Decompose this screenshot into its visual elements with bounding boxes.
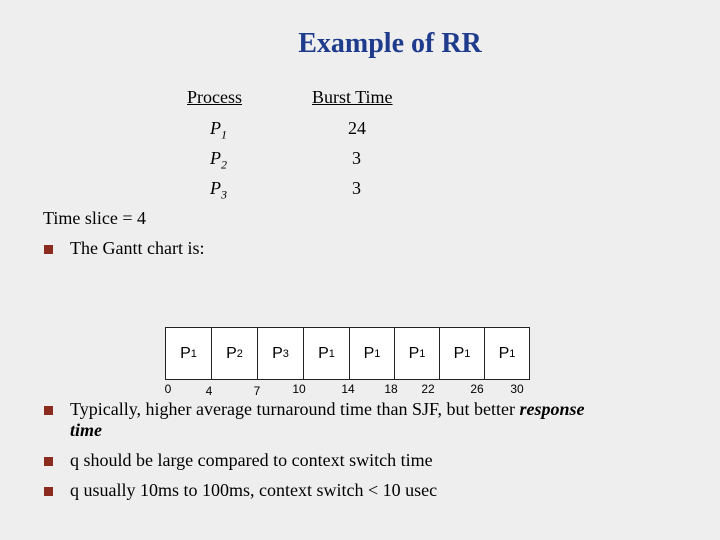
gantt-tick: 14 (341, 382, 355, 396)
header-process: Process (187, 87, 242, 107)
time-slice-text: Time slice = 4 (43, 208, 146, 228)
gantt-segment: P 1 (394, 328, 439, 379)
gantt-segment: P 1 (439, 328, 484, 379)
gantt-segment: P 2 (211, 328, 257, 379)
bullet-marker (44, 245, 53, 254)
bullet-marker (44, 406, 53, 415)
gantt-tick: 18 (384, 382, 398, 396)
bullet-marker (44, 457, 53, 466)
burst-cell: 24 (348, 118, 366, 138)
gantt-tick: 4 (205, 384, 213, 398)
gantt-segment: P 1 (303, 328, 349, 379)
gantt-segment: P 3 (257, 328, 303, 379)
process-cell: $P_3$ (210, 178, 227, 202)
gantt-tick: 0 (164, 382, 172, 396)
header-burst-time: Burst Time (312, 87, 393, 107)
process-cell: $P_2$ (210, 148, 227, 172)
gantt-intro-text: The Gantt chart is: (70, 238, 205, 258)
burst-cell: 3 (352, 178, 361, 198)
bullet-quantum-large: q should be large compared to context switch time (70, 450, 433, 470)
bullet-marker (44, 487, 53, 496)
gantt-tick: 7 (253, 384, 261, 398)
gantt-tick: 22 (421, 382, 435, 396)
gantt-segment: P 1 (484, 328, 530, 379)
gantt-segment: P 1 (165, 328, 211, 379)
gantt-tick: 26 (470, 382, 484, 396)
gantt-tick: 30 (510, 382, 524, 396)
burst-cell: 3 (352, 148, 361, 168)
process-cell: $P_1$ (210, 118, 227, 142)
bullet-turnaround: Typically, higher average turnaround time than SJF, but better response time (70, 399, 585, 440)
gantt-tick: 10 (292, 382, 306, 396)
gantt-chart (165, 327, 530, 380)
bullet-quantum-range: q usually 10ms to 100ms, context switch < 10 usec (70, 480, 438, 500)
slide-title: Example of RR (298, 28, 482, 59)
gantt-segment: P 1 (349, 328, 394, 379)
